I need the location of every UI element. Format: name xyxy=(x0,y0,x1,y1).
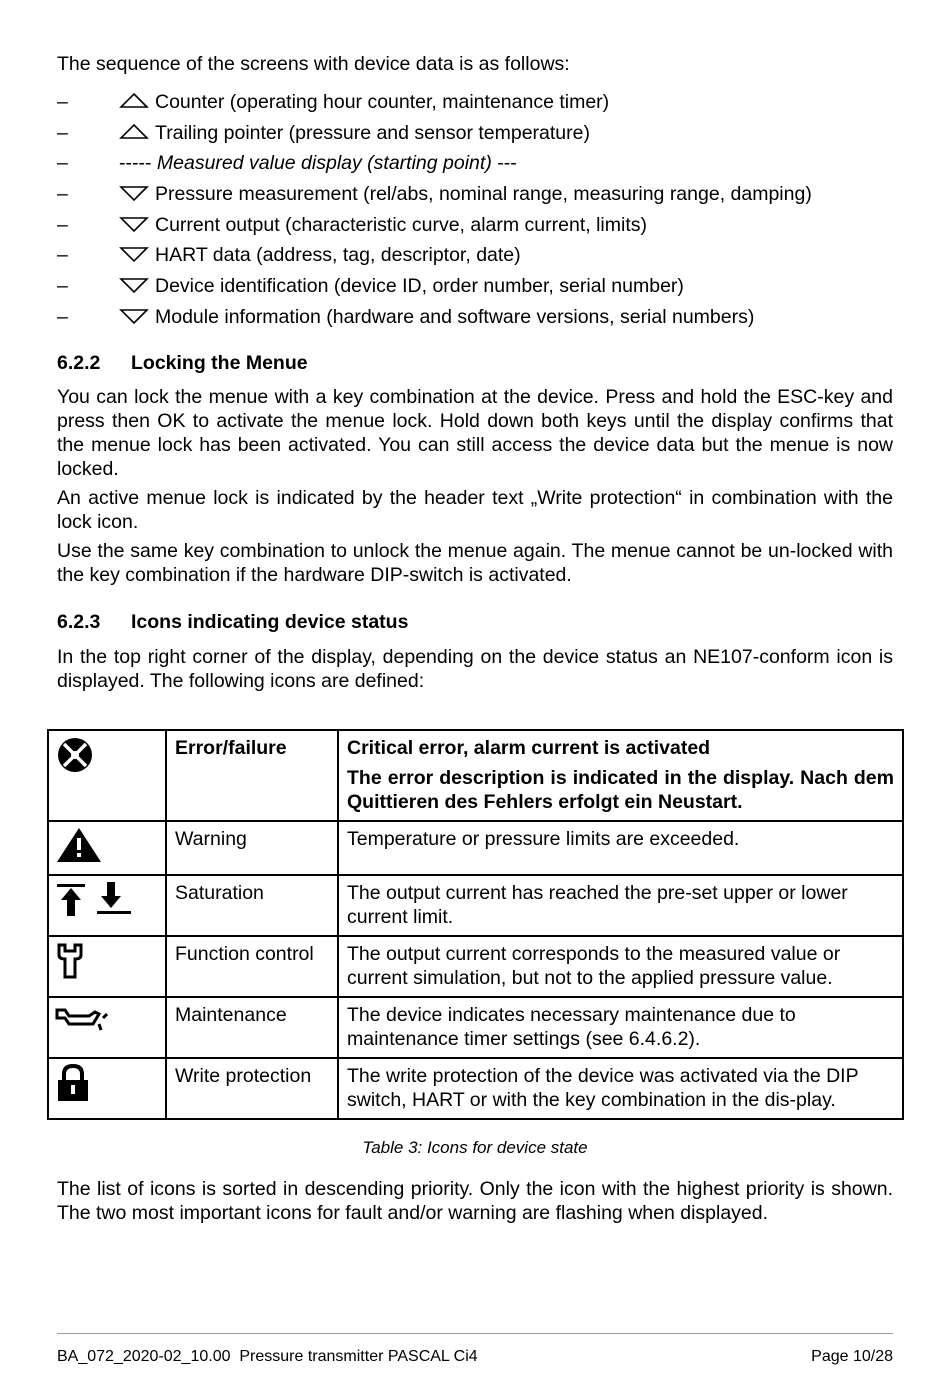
table-row xyxy=(48,1058,903,1119)
list-item xyxy=(57,274,812,305)
footer-document-id: BA_072_2020-02_10.00 Pressure transmitter PASCAL Ci4 xyxy=(57,1348,478,1365)
list-item xyxy=(57,121,812,152)
paragraph: In the top right corner of the display, depending on the device status an NE107-conform icon is displayed. The following icons are defined: xyxy=(57,646,893,692)
list-dash: – xyxy=(57,213,68,236)
list-item-text: Current output (characteristic curve, alarm current, limits) xyxy=(155,213,647,236)
status-name: Write protection xyxy=(166,1058,338,1119)
device-status-icons-table xyxy=(47,729,904,1120)
down-arrow-icon xyxy=(119,184,149,202)
list-item xyxy=(57,243,812,274)
icon-cell xyxy=(48,821,166,875)
status-name: Maintenance xyxy=(166,997,338,1058)
table-caption: Table 3: Icons for device state xyxy=(362,1138,588,1157)
table-row xyxy=(48,875,903,936)
up-arrow-icon xyxy=(119,123,149,141)
list-item-text: Trailing pointer (pressure and sensor temperature) xyxy=(155,121,590,144)
status-description: Temperature or pressure limits are exceeded. xyxy=(338,821,903,875)
status-name: Error/failure xyxy=(166,730,338,821)
maintenance-icon xyxy=(55,1017,109,1039)
list-item-text: HART data (address, tag, descriptor, date) xyxy=(155,244,521,267)
paragraph: You can lock the menue with a key combination at the device. Press and hold the ESC-key and press then OK to activate the menue lock. Hold down both keys until the display confirms that the menue lock has been activated. You can still access the device data but the menue is now locked. xyxy=(57,386,893,480)
list-dash: – xyxy=(57,152,68,175)
list-item-text: Device identification (device ID, order number, serial number) xyxy=(155,275,684,298)
status-description: The write protection of the device was activated via the DIP switch, HART or with the key combination in the dis-play. xyxy=(338,1058,903,1119)
status-description-detail: The error description is indicated in the display. Nach dem Quittieren des Fehlers erfolgt ein Neustart. xyxy=(347,767,894,813)
icon-cell xyxy=(48,1058,166,1119)
status-name: Saturation xyxy=(166,875,338,936)
saturation-icon xyxy=(55,903,133,925)
list-item-prefix: ----- xyxy=(119,152,152,175)
icon-cell xyxy=(48,936,166,997)
list-item-suffix: --- xyxy=(497,152,517,175)
table-row xyxy=(48,730,903,821)
status-description: The device indicates necessary maintenance due to maintenance timer settings (see 6.4.6.2). xyxy=(338,997,903,1058)
error-failure-icon xyxy=(55,758,95,780)
status-name: Warning xyxy=(166,821,338,875)
section-number: 6.2.3 xyxy=(57,611,101,633)
list-item xyxy=(57,213,812,244)
list-item-text: Pressure measurement (rel/abs, nominal range, measuring range, damping) xyxy=(155,183,812,206)
down-arrow-icon xyxy=(119,276,149,294)
list-item xyxy=(57,182,812,213)
intro-text: The sequence of the screens with device data is as follows: xyxy=(57,53,570,75)
table-row xyxy=(48,997,903,1058)
status-description: The output current corresponds to the measured value or current simulation, but not to the applied pressure value. xyxy=(338,936,903,997)
icon-cell xyxy=(48,730,166,821)
list-dash: – xyxy=(57,121,68,144)
icon-cell xyxy=(48,875,166,936)
paragraph: An active menue lock is indicated by the header text „Write protection“ in combination with the lock icon. xyxy=(57,487,893,533)
closing-paragraph: The list of icons is sorted in descending priority. Only the icon with the highest priority is shown. The two most important icons for fault and/or warning are flashing when displayed. xyxy=(57,1178,893,1224)
list-item xyxy=(57,151,812,182)
status-description xyxy=(338,730,903,821)
list-dash: – xyxy=(57,183,68,206)
section-heading-6-2-2 xyxy=(57,351,308,375)
list-dash: – xyxy=(57,305,68,328)
up-arrow-icon xyxy=(119,92,149,110)
section-heading-6-2-3 xyxy=(57,610,408,634)
list-dash: – xyxy=(57,244,68,267)
status-description: The output current has reached the pre-set upper or lower current limit. xyxy=(338,875,903,936)
list-item xyxy=(57,305,812,336)
list-dash: – xyxy=(57,275,68,298)
lock-icon xyxy=(55,1086,91,1108)
table-row xyxy=(48,821,903,875)
table-row xyxy=(48,936,903,997)
list-item-text: Measured value display (starting point) xyxy=(156,152,492,175)
icon-cell xyxy=(48,997,166,1058)
status-description-main: Critical error, alarm current is activated xyxy=(347,737,711,759)
footer-page-number: Page 10/28 xyxy=(811,1348,893,1365)
down-arrow-icon xyxy=(119,245,149,263)
down-arrow-icon xyxy=(119,215,149,233)
down-arrow-icon xyxy=(119,307,149,325)
screen-sequence-list xyxy=(57,90,812,336)
section-number: 6.2.2 xyxy=(57,352,101,374)
section-title: Icons indicating device status xyxy=(131,611,409,633)
footer-divider xyxy=(57,1333,893,1334)
section-title: Locking the Menue xyxy=(131,352,308,374)
status-name: Function control xyxy=(166,936,338,997)
paragraph: Use the same key combination to unlock the menue again. The menue cannot be un-locked with the key combination if the hardware DIP-switch is activated. xyxy=(57,540,893,586)
list-dash: – xyxy=(57,91,68,113)
list-item xyxy=(57,90,812,121)
list-item-text: Counter (operating hour counter, maintenance timer) xyxy=(155,91,610,113)
function-control-icon xyxy=(55,964,85,986)
warning-icon xyxy=(55,847,103,869)
list-item-text: Module information (hardware and software versions, serial numbers) xyxy=(155,305,755,328)
